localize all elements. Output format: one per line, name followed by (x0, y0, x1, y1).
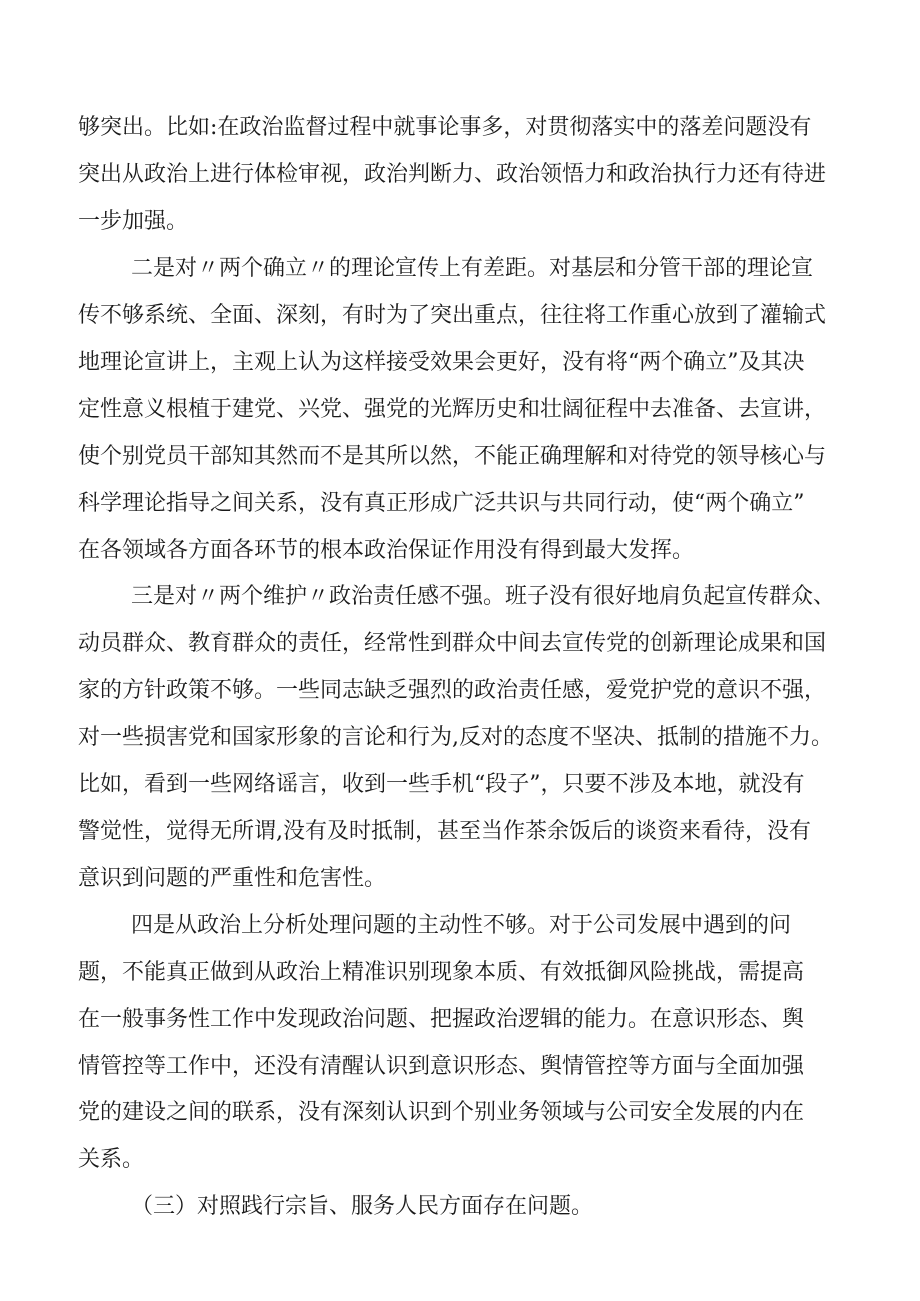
text-line: 党的建设之间的联系，没有深刻认识到个别业务领域与公司安全发展的内在 (78, 1100, 805, 1125)
text-line: 二是对〃两个确立〃的理论宣传上有差距。对基层和分管干部的理论宣 (131, 256, 814, 281)
text-line: 题，不能真正做到从政治上精准识别现象本质、有效抵御风险挑战，需提高 (78, 960, 805, 985)
text-line: 传不够系统、全面、深刻，有时为了突出重点，往往将工作重心放到了灌输式 (78, 303, 827, 328)
text-line: 比如，看到一些网络谣言，收到一些手机“段子”，只要不涉及本地，就没有 (78, 772, 805, 797)
text-line: 意识到问题的严重性和危害性。 (78, 866, 387, 891)
text-line: 够突出。比如:在政治监督过程中就事论事多，对贯彻落实中的落差问题没有 (78, 115, 812, 140)
text-line: 使个别党员干部知其然而不是其所以然，不能正确理解和对待党的领导核心与 (78, 444, 827, 469)
text-line: 对一些损害党和国家形象的言论和行为,反对的态度不坚决、抵制的措施不力。 (78, 725, 833, 750)
text-line: 情管控等工作中，还没有清醒认识到意识形态、舆情管控等方面与全面加强 (78, 1054, 805, 1079)
text-line: 三是对〃两个维护〃政治责任感不强。班子没有很好地肩负起宣传群众、 (131, 584, 836, 609)
text-line: 突出从政治上进行体检审视，政治判断力、政治领悟力和政治执行力还有待进 (78, 162, 827, 187)
text-line: 动员群众、教育群众的责任，经常性到群众中间去宣传党的创新理论成果和国 (78, 631, 827, 656)
text-line: 在各领域各方面各环节的根本政治保证作用没有得到最大发挥。 (78, 538, 695, 563)
text-line: 关系。 (78, 1147, 145, 1172)
text-line: 一步加强。 (78, 209, 189, 234)
text-line: 警觉性，觉得无所谓,没有及时抵制，甚至当作茶余饭后的谈资来看待，没有 (78, 819, 811, 844)
text-line: 地理论宣讲上，主观上认为这样接受效果会更好，没有将“两个确立”及其决 (78, 350, 805, 375)
text-line: 定性意义根植于建党、兴党、强党的光辉历史和壮阔征程中去准备、去宣讲， (78, 397, 827, 422)
text-line: 四是从政治上分析处理问题的主动性不够。对于公司发展中遇到的问 (131, 913, 792, 938)
text-line: 在一般事务性工作中发现政治问题、把握政治逻辑的能力。在意识形态、舆 (78, 1007, 805, 1032)
text-line: 科学理论指导之间关系，没有真正形成广泛共识与共同行动，使“两个确立” (78, 491, 805, 516)
section-heading: （三）对照践行宗旨、服务人民方面存在问题。 (131, 1194, 594, 1219)
text-line: 家的方针政策不够。一些同志缺乏强烈的政治责任感，爱党护党的意识不强， (78, 678, 827, 703)
